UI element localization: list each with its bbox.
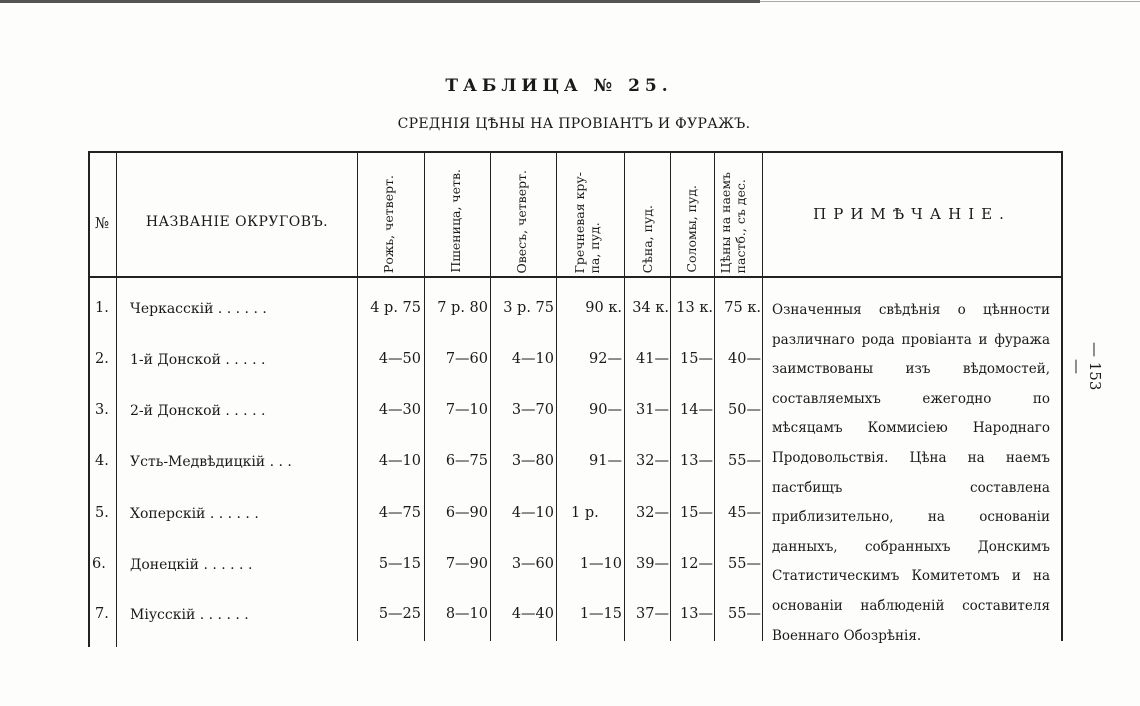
price-straw: 15—: [680, 505, 713, 521]
page-number: — 153 —: [1068, 341, 1104, 391]
price-oats: 4—10: [511, 351, 554, 367]
header-rye: Рожь, четверт.: [381, 174, 396, 273]
header-hay: Сѣна, пуд.: [640, 204, 655, 273]
price-straw: 13—: [680, 606, 713, 622]
price-rye: 4 р. 75: [370, 300, 421, 316]
header-wheat: Пшеница, четв.: [448, 169, 463, 273]
price-buckwheat: 90 к.: [585, 300, 622, 316]
price-hay: 32—: [636, 453, 669, 469]
price-wheat: 6—90: [445, 505, 488, 521]
district-name: Міусскій . . . . . .: [130, 607, 249, 623]
row-number: 4.: [95, 453, 109, 469]
table-right-border: [1061, 151, 1063, 641]
header-note: ПРИМѢЧАНІЕ.: [813, 205, 1011, 223]
price-rye: 4—75: [378, 505, 421, 521]
table-subtitle: СРЕДНІЯ ЦѢНЫ НА ПРОВІАНТЪ И ФУРАЖЪ.: [397, 116, 751, 132]
price-buckwheat: 91—: [589, 453, 622, 469]
price-pasture: 45—: [728, 505, 761, 521]
price-buckwheat: 1 р.: [571, 505, 599, 521]
price-wheat: 7—60: [445, 351, 488, 367]
district-name: 1-й Донской . . . . .: [130, 352, 266, 368]
price-oats: 3 р. 75: [503, 300, 554, 316]
price-wheat: 8—10: [445, 606, 488, 622]
price-pasture: 40—: [728, 351, 761, 367]
price-straw: 12—: [680, 556, 713, 572]
price-straw: 15—: [680, 351, 713, 367]
price-rye: 4—50: [378, 351, 421, 367]
page-top-edge: [0, 0, 760, 3]
price-hay: 39—: [636, 556, 669, 572]
district-name: Черкасскій . . . . . .: [130, 301, 267, 317]
price-buckwheat: 92—: [589, 351, 622, 367]
price-pasture: 55—: [728, 606, 761, 622]
price-hay: 31—: [636, 402, 669, 418]
price-wheat: 7—10: [445, 402, 488, 418]
district-name: 2-й Донской . . . . .: [130, 403, 266, 419]
price-oats: 3—70: [511, 402, 554, 418]
district-name: Донецкій . . . . . .: [130, 557, 253, 573]
row-number: 2.: [95, 351, 109, 367]
price-hay: 34 к.: [632, 300, 669, 316]
district-name: Усть-Медвѣдицкій . . .: [130, 454, 292, 470]
price-straw: 14—: [680, 402, 713, 418]
page-top-edge-faint: [760, 1, 1140, 2]
price-wheat: 6—75: [445, 453, 488, 469]
price-buckwheat: 90—: [589, 402, 622, 418]
header-number: №: [94, 214, 110, 232]
price-oats: 3—60: [511, 556, 554, 572]
row-number: 6.: [92, 556, 106, 572]
price-rye: 4—10: [378, 453, 421, 469]
header-district-name: НАЗВАНІЕ ОКРУГОВЪ.: [145, 214, 329, 230]
price-oats: 3—80: [511, 453, 554, 469]
header-buckwheat: Гречневая кру- па, пуд.: [572, 171, 602, 273]
col-divider: [762, 151, 763, 641]
price-wheat: 7—90: [445, 556, 488, 572]
price-oats: 4—10: [511, 505, 554, 521]
table-title: ТАБЛИЦА № 25.: [445, 76, 673, 96]
price-straw: 13 к.: [676, 300, 713, 316]
price-oats: 4—40: [511, 606, 554, 622]
row-number: 1.: [95, 300, 109, 316]
header-bottom-rule: [88, 276, 1062, 278]
price-straw: 13—: [680, 453, 713, 469]
price-wheat: 7 р. 80: [437, 300, 488, 316]
price-hay: 32—: [636, 505, 669, 521]
row-number: 7.: [95, 606, 109, 622]
price-pasture: 50—: [728, 402, 761, 418]
price-pasture: 55—: [728, 556, 761, 572]
price-pasture: 75 к.: [724, 300, 761, 316]
price-hay: 41—: [636, 351, 669, 367]
header-pasture: Цѣны на наемъ пастб., съ дес.: [718, 171, 748, 273]
price-pasture: 55—: [728, 453, 761, 469]
price-buckwheat: 1—10: [579, 556, 622, 572]
price-rye: 4—30: [378, 402, 421, 418]
note-text: Означенныя свѣдѣнія о цѣнности различнаго рода провіанта и фуража заимствованы изъ вѣдомостей, составляемыхъ ежегодно по мѣсяцамъ Коммисіею Народнаго Продовольствія. Цѣна на наемъ пастбищъ составлена приблизительно, на основаніи данныхъ, собранныхъ Донскимъ Статистическимъ Комитетомъ и на основаніи наблюденій составителя Военнаго Обозрѣнія.: [772, 302, 1050, 644]
price-rye: 5—25: [378, 606, 421, 622]
header-oats: Овесъ, четверт.: [514, 169, 529, 273]
table-top-rule: [88, 151, 1062, 153]
district-name: Хоперскій . . . . . .: [130, 506, 259, 522]
price-buckwheat: 1—15: [579, 606, 622, 622]
row-number: 3.: [95, 402, 109, 418]
header-straw: Соломы, пуд.: [684, 185, 699, 273]
row-number: 5.: [95, 505, 109, 521]
price-rye: 5—15: [378, 556, 421, 572]
price-hay: 37—: [636, 606, 669, 622]
